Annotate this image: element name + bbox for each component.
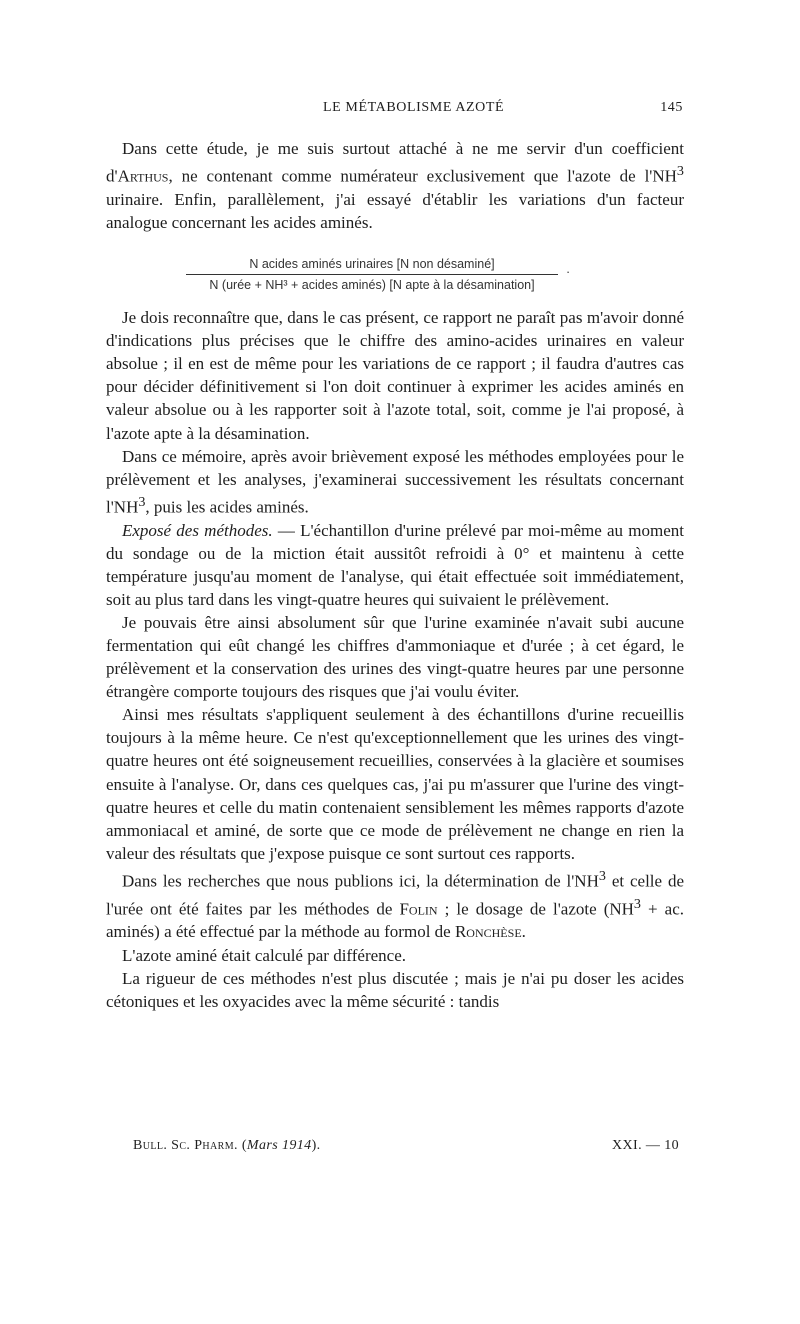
paragraph-5: Je pouvais être ainsi absolument sûr que l'urine examinée n'avait subi aucune fermentation qui eût changé les chiffres d'ammoniaque et d'urée ; à cet égard, le prélèvement et la conservation des urines des vingt-quatre heures par une personne étrangère comporte toujours des risques que j'ai voulu éviter.: [106, 612, 684, 702]
superscript: 3: [676, 163, 684, 180]
paragraph-7: Dans les recherches que nous publions ici, la détermination de $l'NH^3$ et celle de l'urée ont été faites par les méthodes de Folin ; le dosage de l'azote ($NH^3$ + ac. aminés) a été effectué par la méthode au formol de Ronchèse.: [106, 867, 684, 942]
paragraph-2: Je dois reconnaître que, dans le cas présent, ce rapport ne paraît pas m'avoir donné d'indications plus précises que le chiffre des amino-acides urinaires en valeur absolue ; il en est de même pour les variations de ce rapport ; il faudra d'autres cas pour décider définitivement si l'on doit continuer à exprimer les acides aminés en valeur absolue ou à les rapporter soit à l'azote total, soit, comme je l'ai proposé, à l'azote apte à la désamination.: [106, 308, 684, 443]
issue-date: Mars 1914: [246, 1138, 312, 1153]
paragraph-3: Dans ce mémoire, après avoir brièvement exposé les méthodes employées pour le prélèvement et les analyses, j'examinerai successivement les résultats concernant $l'NH^3$, puis les acides aminés.: [106, 446, 684, 517]
author-name: Folin: [399, 899, 438, 919]
volume-signature: XXI. — 10: [612, 1138, 679, 1153]
journal-citation: Bull. Sc. Pharm. (Mars 1914).: [133, 1138, 321, 1153]
superscript: 3: [138, 493, 146, 510]
superscript: 3: [633, 895, 641, 912]
paragraph-4: Exposé des méthodes. — L'échantillon d'urine prélevé par moi-même au moment du sondage ou de la miction était aussitôt refroidi à 0° et maintenu à cette température jusqu'au moment de l'analyse, qui était effectuée soit immédiatement, soit au plus tard dans les vingt-quatre heures qui suivaient le prélèvement.: [106, 520, 684, 609]
author-name: Arthus: [117, 166, 169, 186]
body-text: [106, 137, 684, 1013]
header-title: LE MÉTABOLISME AZOTÉ: [323, 100, 505, 115]
ratio-formula: [106, 234, 684, 306]
paragraph-8: L'azote aminé était calculé par différence.: [122, 945, 407, 965]
superscript: 3: [598, 867, 606, 884]
fraction: [182, 256, 562, 293]
author-name: Ronchèse: [454, 922, 522, 942]
paragraph-6: Ainsi mes résultats s'appliquent seulement à des échantillons d'urine recueillis toujours à la même heure. Ce n'est qu'exceptionnellement que les urines des vingt-quatre heures ont été soigneusement recueillies, conservées à la glacière et soumises ensuite à l'analyse. Or, dans ces quelques cas, j'ai pu m'assurer que l'urine des vingt-quatre heures et celle du matin contenaient sensiblement les mêmes rapports d'azote ammoniacal et aminé, de sorte que ce mode de prélèvement ne change en rien la valeur des résultats que j'expose puisque ce sont surtout ces rapports.: [106, 705, 684, 863]
paragraph-9: La rigueur de ces méthodes n'est plus discutée ; mais je n'ai pu doser les acides cétoniques et les oxyacides avec la même sécurité : tandis: [106, 968, 684, 1011]
section-title: Exposé des méthodes.: [122, 520, 273, 540]
formula-numerator: N acides aminés urinaires [N non désaminé]: [249, 257, 495, 272]
paragraph-1: Dans cette étude, je me suis surtout attaché à ne me servir d'un coefficient d'Arthus, ne contenant comme numérateur exclusivement que l'azote de $l'NH^3$ urinaire. Enfin, parallèlement, j'ai essayé d'établir les variations d'un facteur analogue concernant les acides aminés.: [106, 139, 684, 232]
formula-denominator: N (urée + NH³ + acides aminés) [N apte à la désamination]: [209, 278, 535, 293]
page-number: 145: [660, 100, 683, 115]
formula-trailing-dot: ·: [566, 265, 571, 280]
